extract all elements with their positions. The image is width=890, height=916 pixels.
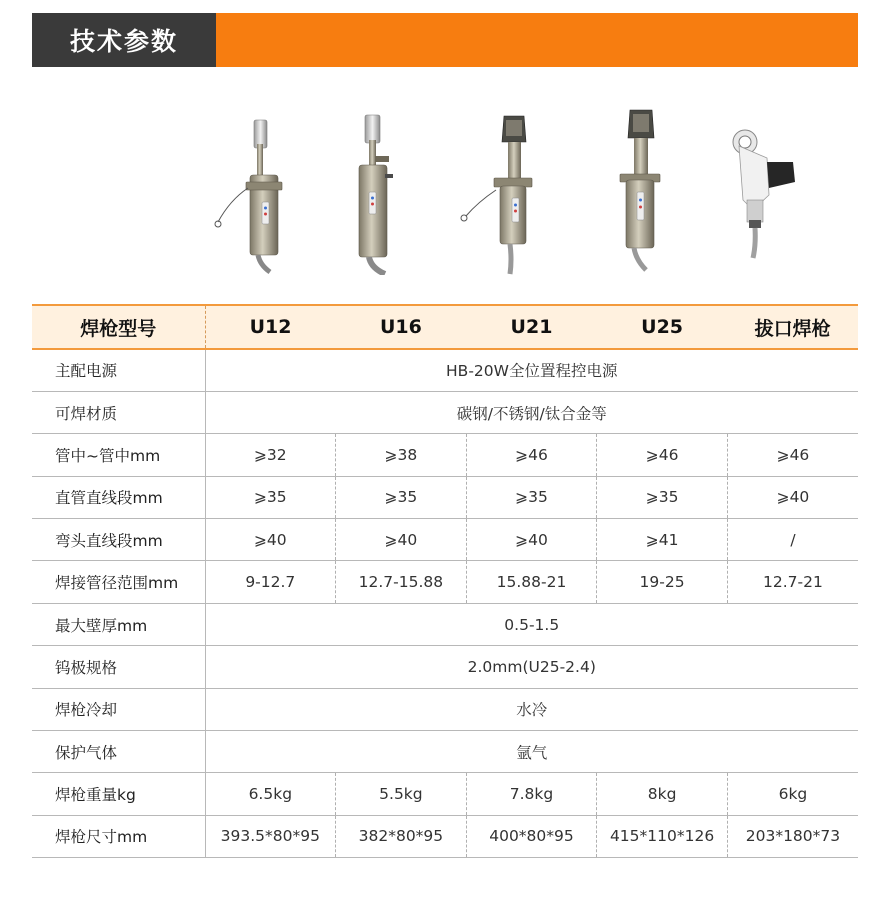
row-value: ⩾35 — [597, 476, 728, 518]
socket-welding-gun-image — [725, 100, 810, 275]
row-value: ⩾35 — [205, 476, 336, 518]
header-model: U16 — [336, 305, 467, 349]
header-model: 拔口焊枪 — [727, 305, 858, 349]
row-value: 12.7-21 — [727, 561, 858, 603]
row-value: ⩾40 — [727, 476, 858, 518]
row-value: 19-25 — [597, 561, 728, 603]
spec-table-header — [32, 305, 858, 349]
row-value: 0.5-1.5 — [205, 603, 858, 645]
row-label: 焊枪重量kg — [32, 773, 205, 815]
row-value: 氩气 — [205, 731, 858, 773]
table-row — [32, 434, 858, 476]
row-value: 393.5*80*95 — [205, 815, 336, 857]
orbital-welding-gun-u12-image — [210, 100, 290, 275]
row-label: 最大壁厚mm — [32, 603, 205, 645]
orbital-welding-gun-u25-image — [610, 100, 690, 275]
row-label: 弯头直线段mm — [32, 519, 205, 561]
row-value: ⩾41 — [597, 519, 728, 561]
banner-accent-bar — [216, 13, 858, 67]
table-row — [32, 519, 858, 561]
row-value: ⩾38 — [336, 434, 467, 476]
row-label: 保护气体 — [32, 731, 205, 773]
row-value: 9-12.7 — [205, 561, 336, 603]
orbital-welding-gun-u16-image — [345, 100, 425, 275]
table-row — [32, 476, 858, 518]
row-label: 可焊材质 — [32, 391, 205, 433]
header-model: U25 — [597, 305, 728, 349]
row-value: 6kg — [727, 773, 858, 815]
table-row — [32, 773, 858, 815]
row-value: / — [727, 519, 858, 561]
row-label: 焊枪冷却 — [32, 688, 205, 730]
row-value: 5.5kg — [336, 773, 467, 815]
row-value: 203*180*73 — [727, 815, 858, 857]
row-value: 415*110*126 — [597, 815, 728, 857]
row-value: ⩾40 — [336, 519, 467, 561]
row-value: 382*80*95 — [336, 815, 467, 857]
row-value: ⩾40 — [466, 519, 597, 561]
table-row — [32, 688, 858, 730]
section-banner — [32, 13, 858, 67]
row-value: 2.0mm(U25-2.4) — [205, 646, 858, 688]
row-label: 焊枪尺寸mm — [32, 815, 205, 857]
row-value: 水冷 — [205, 688, 858, 730]
row-label: 直管直线段mm — [32, 476, 205, 518]
table-row — [32, 815, 858, 857]
section-title: 技术参数 — [32, 13, 216, 67]
table-row — [32, 391, 858, 433]
row-value: ⩾46 — [597, 434, 728, 476]
header-model: U21 — [466, 305, 597, 349]
spec-table — [32, 304, 858, 858]
header-label: 焊枪型号 — [32, 305, 205, 349]
row-value: HB-20W全位置程控电源 — [205, 349, 858, 391]
table-row — [32, 349, 858, 391]
table-row — [32, 603, 858, 645]
header-model: U12 — [205, 305, 336, 349]
row-value: ⩾46 — [466, 434, 597, 476]
row-label: 管中~管中mm — [32, 434, 205, 476]
row-value: ⩾35 — [466, 476, 597, 518]
row-value: 12.7-15.88 — [336, 561, 467, 603]
row-label: 焊接管径范围mm — [32, 561, 205, 603]
row-value: 400*80*95 — [466, 815, 597, 857]
orbital-welding-gun-u21-image — [450, 100, 540, 275]
table-row — [32, 731, 858, 773]
row-value: ⩾35 — [336, 476, 467, 518]
row-value: 6.5kg — [205, 773, 336, 815]
row-label: 钨极规格 — [32, 646, 205, 688]
row-value: 15.88-21 — [466, 561, 597, 603]
product-image-row — [210, 100, 860, 290]
table-row — [32, 561, 858, 603]
row-value: ⩾40 — [205, 519, 336, 561]
row-value: ⩾46 — [727, 434, 858, 476]
row-value: 8kg — [597, 773, 728, 815]
row-value: 碳钢/不锈钢/钛合金等 — [205, 391, 858, 433]
table-row — [32, 646, 858, 688]
row-label: 主配电源 — [32, 349, 205, 391]
row-value: 7.8kg — [466, 773, 597, 815]
row-value: ⩾32 — [205, 434, 336, 476]
